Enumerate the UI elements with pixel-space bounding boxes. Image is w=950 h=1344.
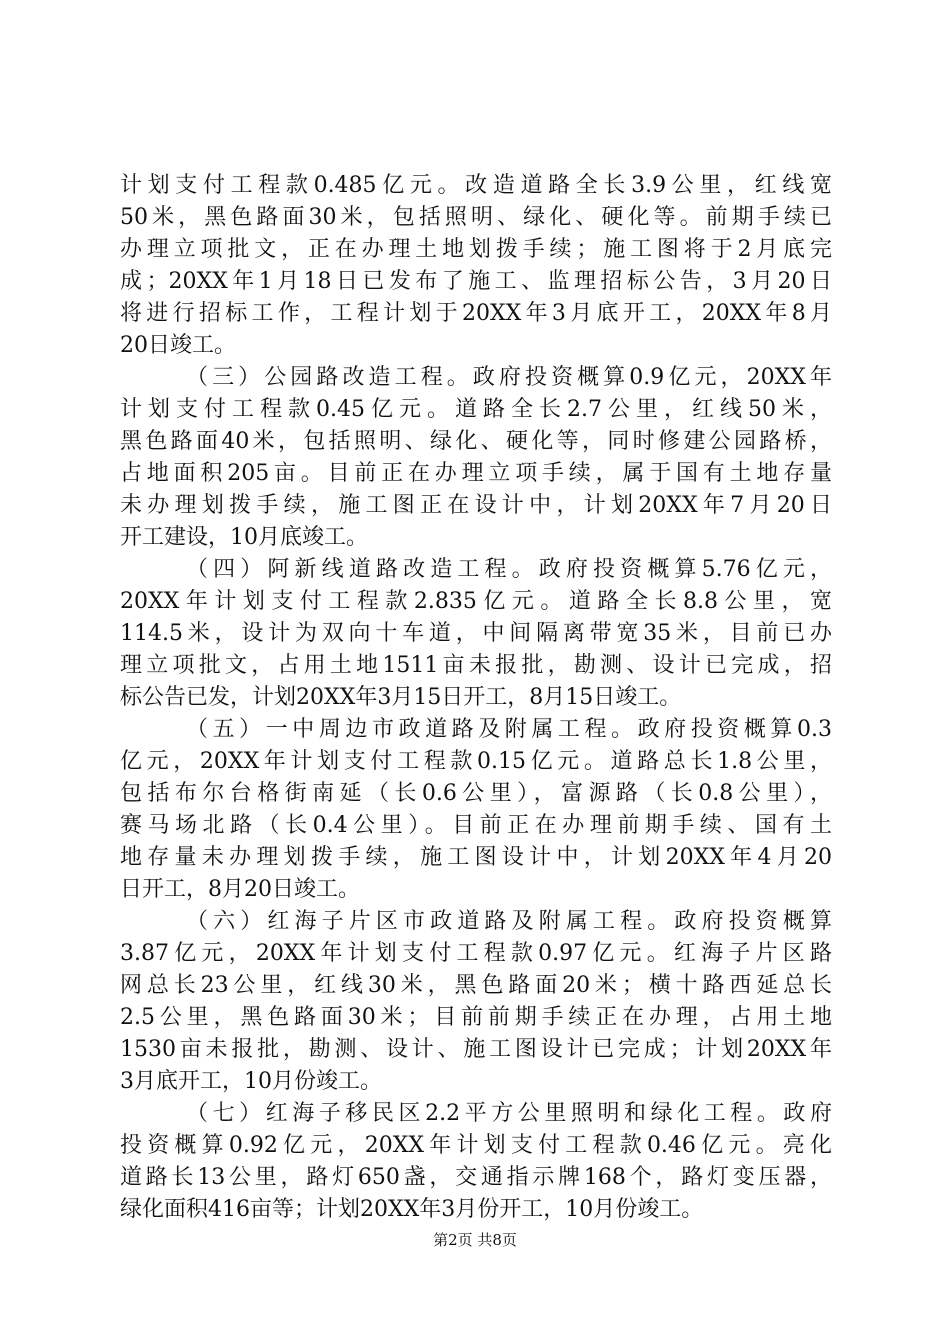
text-line: 成；20XX年1月18日已发布了施工、监理招标公告，3月20日 (120, 269, 832, 294)
text-line: 计划支付工程款0.45亿元。道路全长2.7公里，红线50米， (120, 397, 832, 422)
text-line: 地存量未办理划拨手续，施工图设计中，计划20XX年4月20 (120, 845, 832, 870)
text-line: 网总长23公里，红线30米，黑色路面20米；横十路西延总长 (120, 973, 832, 998)
text-line: 赛马场北路（长0.4公里）。目前正在办理前期手续、国有土 (120, 813, 832, 838)
document-body (120, 170, 832, 1226)
text-line: 3.87亿元，20XX年计划支付工程款0.97亿元。红海子片区路 (120, 941, 832, 966)
text-line: （四）阿新线道路改造工程。政府投资概算5.76亿元， (186, 557, 832, 582)
text-line: 3月底开工，10月份竣工。 (120, 1069, 382, 1094)
text-line: 20日竣工。 (120, 333, 236, 358)
text-line: 2.5公里，黑色路面30米；目前前期手续正在办理，占用土地 (120, 1005, 832, 1030)
text-line: 计划支付工程款0.485亿元。改造道路全长3.9公里，红线宽 (120, 173, 832, 198)
text-line: 办理立项批文，正在办理土地划拨手续；施工图将于2月底完 (120, 237, 832, 262)
page-footer: 第2页 共8页 (433, 1231, 517, 1249)
text-line: 50米，黑色路面30米，包括照明、绿化、硬化等。前期手续已 (120, 205, 832, 230)
text-line: 占地面积205亩。目前正在办理立项手续，属于国有土地存量 (120, 461, 832, 486)
text-line: 标公告已发，计划20XX年3月15日开工，8月15日竣工。 (120, 685, 682, 710)
text-line: （六）红海子片区市政道路及附属工程。政府投资概算 (186, 909, 832, 934)
text-line: 114.5米，设计为双向十车道，中间隔离带宽35米，目前已办 (120, 621, 832, 646)
text-line: 未办理划拨手续，施工图正在设计中，计划20XX年7月20日 (120, 493, 832, 518)
text-line: 黑色路面40米，包括照明、绿化、硬化等，同时修建公园路桥， (120, 429, 832, 454)
text-line: 投资概算0.92亿元，20XX年计划支付工程款0.46亿元。亮化 (120, 1133, 832, 1158)
text-line: 日开工，8月20日竣工。 (120, 877, 360, 902)
text-line: 理立项批文，占用土地1511亩未报批，勘测、设计已完成，招 (120, 653, 832, 678)
text-line: 包括布尔台格街南延（长0.6公里），富源路（长0.8公里）， (120, 781, 832, 806)
text-line: 将进行招标工作，工程计划于20XX年3月底开工，20XX年8月 (120, 301, 832, 326)
text-line: 道路长13公里，路灯650盏，交通指示牌168个，路灯变压器， (120, 1165, 832, 1190)
text-line: 开工建设，10月底竣工。 (120, 525, 368, 550)
text-line: 亿元，20XX年计划支付工程款0.15亿元。道路总长1.8公里， (120, 749, 832, 774)
text-line: （三）公园路改造工程。政府投资概算0.9亿元，20XX年 (186, 365, 832, 390)
text-line: （五）一中周边市政道路及附属工程。政府投资概算0.3 (186, 717, 832, 742)
text-line: 绿化面积416亩等；计划20XX年3月份开工，10月份竣工。 (120, 1197, 704, 1222)
text-line: 20XX年计划支付工程款2.835亿元。道路全长8.8公里，宽 (120, 589, 832, 614)
text-line: 1530亩未报批，勘测、设计、施工图设计已完成；计划20XX年 (120, 1037, 832, 1062)
text-line: （七）红海子移民区2.2平方公里照明和绿化工程。政府 (186, 1101, 832, 1126)
